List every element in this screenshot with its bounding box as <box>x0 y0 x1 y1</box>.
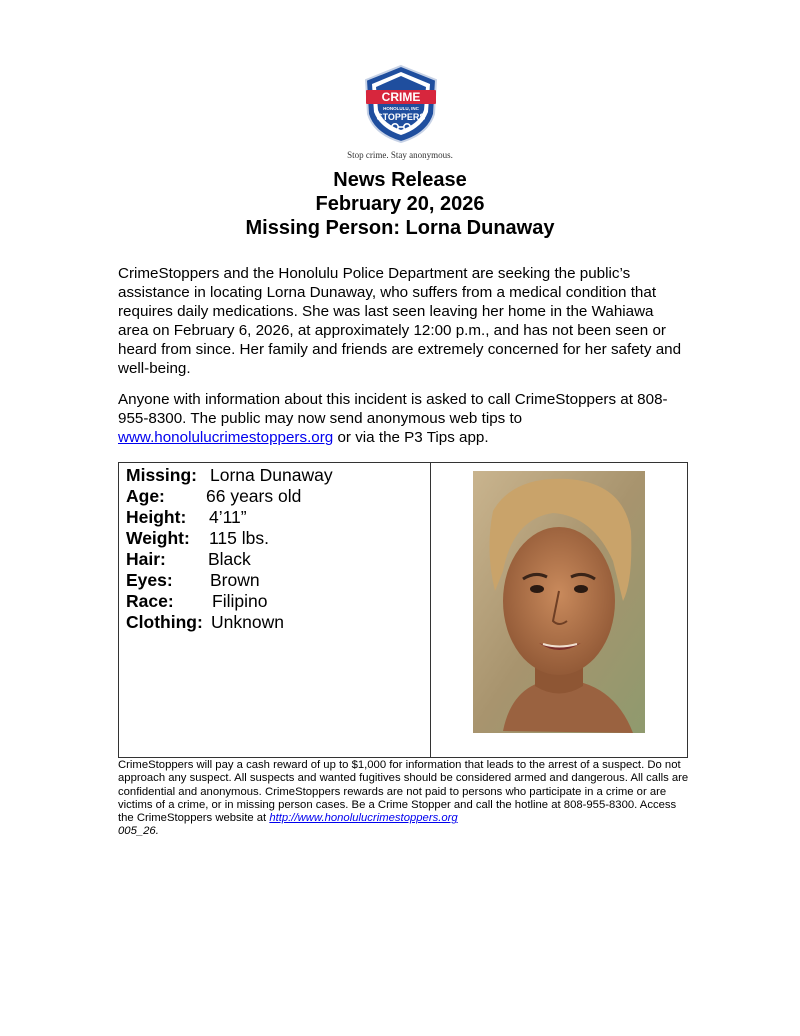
table-divider <box>430 463 431 757</box>
detail-label: Weight: <box>126 528 190 548</box>
detail-row-missing <box>126 465 333 486</box>
detail-row-clothing <box>126 612 333 633</box>
detail-value: Black <box>208 549 251 569</box>
detail-label: Hair: <box>126 549 166 569</box>
detail-row-height <box>126 507 333 528</box>
logo-text-crime: CRIME <box>381 90 421 104</box>
headline-news-release: News Release <box>333 169 467 191</box>
tagline: Stop crime. Stay anonymous. <box>347 150 453 160</box>
detail-label: Race: <box>126 591 174 611</box>
detail-label: Clothing: <box>126 612 203 632</box>
details-table <box>118 462 688 758</box>
detail-value: 4’11” <box>209 507 247 527</box>
detail-row-eyes <box>126 570 333 591</box>
detail-label: Age: <box>126 486 165 506</box>
logo-text-stoppers: STOPPERS <box>376 112 426 122</box>
headline <box>0 168 800 240</box>
detail-label: Missing: <box>126 465 197 485</box>
detail-value: Lorna Dunaway <box>210 465 333 485</box>
detail-row-weight <box>126 528 333 549</box>
footer-disclaimer <box>118 759 690 839</box>
contact-text-before: Anyone with information about this incident is asked to call CrimeStoppers at 808-955-8300. The public may now send anonymous web tips to <box>118 391 668 427</box>
footer-website-link[interactable]: http://www.honolulucrimestoppers.org <box>269 812 458 825</box>
release-code: 005_26. <box>118 825 159 838</box>
missing-person-photo <box>473 471 645 733</box>
detail-value: 66 years old <box>206 486 302 506</box>
headline-date: February 20, 2026 <box>315 193 485 215</box>
detail-label: Eyes: <box>126 570 173 590</box>
detail-value: Unknown <box>211 612 284 632</box>
contact-paragraph <box>118 390 683 447</box>
contact-text-after: or via the P3 Tips app. <box>333 429 489 446</box>
crime-stoppers-logo <box>362 64 440 144</box>
details-list <box>126 465 333 633</box>
detail-value: 115 lbs. <box>209 528 269 548</box>
footer-text: CrimeStoppers will pay a cash reward of up to $1,000 for information that leads to the arrest of a suspect. Do not approach any suspect. All suspects and wanted fugitives should be considered armed and dangerous. All calls are confidential and anonymous. CrimeStoppers rewards are not paid to persons who participate in a crime or are victims of a crime, or in missing person cases. Be a Crime Stopper and call the hotline at 808-955-8300. Access the CrimeStoppers website at <box>118 759 689 825</box>
headline-subject: Missing Person: Lorna Dunaway <box>245 217 555 239</box>
detail-value: Brown <box>210 570 260 590</box>
detail-value: Filipino <box>212 591 268 611</box>
detail-row-race <box>126 591 333 612</box>
description-paragraph: CrimeStoppers and the Honolulu Police Department are seeking the public’s assistance in locating Lorna Dunaway, who suffers from a medical condition that requires daily medications. She was last seen leaving her home in the Wahiawa area on February 6, 2026, at approximately 12:00 p.m., and has not been seen or heard from since. Her family and friends are extremely concerned for her safety and well-being. <box>118 265 682 377</box>
website-link[interactable]: www.honolulucrimestoppers.org <box>118 429 334 446</box>
detail-label: Height: <box>126 507 187 527</box>
detail-row-age <box>126 486 333 507</box>
detail-row-hair <box>126 549 333 570</box>
logo-text-honolulu: HONOLULU, INC <box>383 106 419 111</box>
